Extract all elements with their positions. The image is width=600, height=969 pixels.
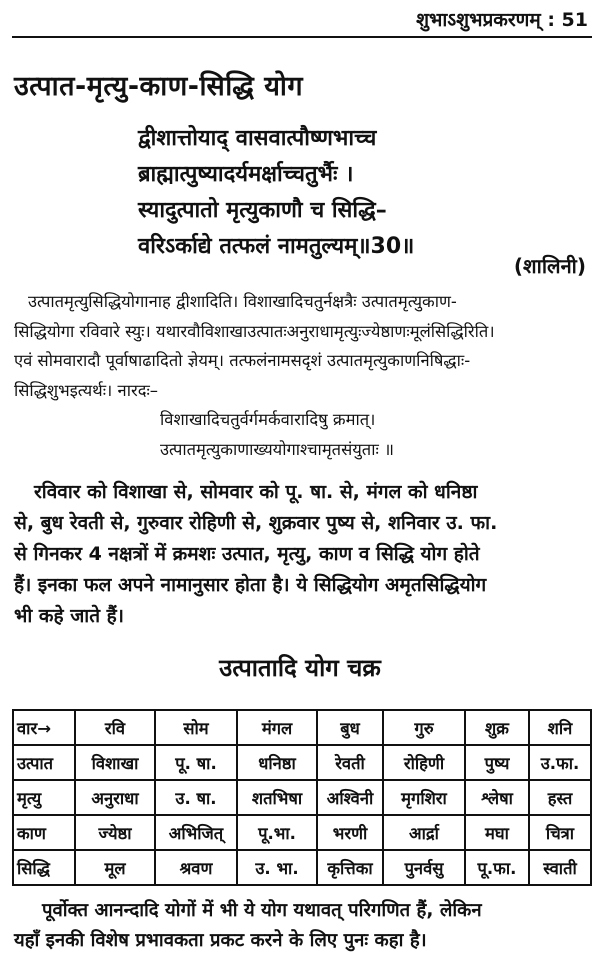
- narada-quote-line: विशाखादिचतुर्वर्गमर्कवारादिषु क्रमात्।: [160, 410, 376, 429]
- table-cell: रेवती: [317, 745, 383, 780]
- commentary-line: सिद्धिशुभइत्यर्थः। नारदः–: [14, 380, 159, 400]
- sanskrit-verse: [138, 121, 414, 265]
- verse-line: द्वीशात्तोयाद् वासवात्पौष्णभाच्च: [138, 126, 377, 151]
- yoga-table: [12, 709, 592, 886]
- table-cell: आर्द्रा: [383, 815, 465, 850]
- table-title: उत्पातादि योग चक्र: [219, 654, 381, 682]
- closing-paragraph: [14, 896, 594, 956]
- table-cell: सिद्धि: [13, 850, 75, 885]
- table-header-cell: मंगल: [237, 710, 317, 745]
- hindi-line: हैं। इनका फल अपने नामानुसार होता है। ये सिद्धियोग अमृतसिद्धियोग: [14, 574, 487, 596]
- table-cell: पू.फा.: [465, 850, 529, 885]
- table-header-cell: रवि: [75, 710, 155, 745]
- table-cell: अभिजित्: [155, 815, 237, 850]
- table-row: [13, 815, 591, 850]
- verse-line: वरिऽर्काद्ये तत्फलं नामतुल्यम्॥30॥: [138, 234, 415, 259]
- running-head: शुभाऽशुभप्रकरणम् : 51: [416, 9, 588, 31]
- table-cell: कृत्तिका: [317, 850, 383, 885]
- verse-line: स्यादुत्पातो मृत्युकाणौ च सिद्धि–: [138, 198, 387, 223]
- narada-quote-line: उत्पातमृत्युकाणाख्ययोगाश्चामृतसंयुताः ॥: [160, 439, 394, 459]
- table-cell: पू. षा.: [155, 745, 237, 780]
- verse-line: ब्राह्मात्पुष्यादर्यमर्क्षाच्चतुर्भैः ।: [138, 162, 354, 187]
- table-cell: अश्विनी: [317, 780, 383, 815]
- table-cell: पू.भा.: [237, 815, 317, 850]
- table-cell: काण: [13, 815, 75, 850]
- table-cell: उत्पात: [13, 745, 75, 780]
- hindi-line: भी कहे जाते हैं।: [14, 605, 124, 627]
- table-header-cell: बुध: [317, 710, 383, 745]
- table-cell: ज्येष्ठा: [75, 815, 155, 850]
- table-header-row: [13, 710, 591, 745]
- table-cell: श्लेषा: [465, 780, 529, 815]
- table-cell: अनुराधा: [75, 780, 155, 815]
- section-title: उत्पात-मृत्यु-काण-सिद्धि योग: [14, 71, 304, 102]
- table-cell: उ. भा.: [237, 850, 317, 885]
- footer-line: पूर्वोक्त आनन्दादि योगों में भी ये योग यथावत् परिगणित हैं, लेकिन: [42, 900, 482, 921]
- header-rule: [12, 36, 592, 38]
- table-cell: मृगशिरा: [383, 780, 465, 815]
- table-cell: शतभिषा: [237, 780, 317, 815]
- commentary-line: सिद्धियोगा रविवारे स्युः। यथारवौविशाखाउत्पातःअनुराधामृत्युःज्येष्ठाणःमूलंसिद्धिरिति।: [14, 321, 495, 341]
- sanskrit-commentary: [14, 287, 594, 464]
- hindi-line: से, बुध रेवती से, गुरुवार रोहिणी से, शुक्रवार पुष्य से, शनिवार उ. फा.: [14, 512, 498, 534]
- table-row: [13, 745, 591, 780]
- commentary-line: एवं सोमवारादौ पूर्वाषाढादितो ज्ञेयम्। तत्फलंनामसदृशं उत्पातमृत्युकाणनिषिद्धाः-: [14, 351, 471, 370]
- table-header-cell: सोम: [155, 710, 237, 745]
- hindi-line: रविवार को विशाखा से, सोमवार को पू. षा. से, मंगल को धनिष्ठा: [34, 481, 478, 503]
- table-cell: उ. षा.: [155, 780, 237, 815]
- table-cell: मूल: [75, 850, 155, 885]
- table-cell: स्वाती: [529, 850, 591, 885]
- hindi-explanation: [14, 477, 594, 632]
- table-cell: श्रवण: [155, 850, 237, 885]
- table-header-cell: शुक्र: [465, 710, 529, 745]
- table-cell: पुनर्वसु: [383, 850, 465, 885]
- table-cell: पुष्य: [465, 745, 529, 780]
- table-cell: मृत्यु: [13, 780, 75, 815]
- table-cell: चित्रा: [529, 815, 591, 850]
- hindi-line: से गिनकर 4 नक्षत्रों में क्रमशः उत्पात, मृत्यु, काण व सिद्धि योग होते: [14, 543, 480, 565]
- table-cell: रोहिणी: [383, 745, 465, 780]
- table-cell: हस्त: [529, 780, 591, 815]
- table-cell: उ.फा.: [529, 745, 591, 780]
- table-row: [13, 780, 591, 815]
- table-header-cell: शनि: [529, 710, 591, 745]
- table-cell: विशाखा: [75, 745, 155, 780]
- table-row: [13, 850, 591, 885]
- meter-label: (शालिनी): [513, 254, 586, 278]
- footer-line: यहाँ इनकी विशेष प्रभावकता प्रकट करने के लिए पुनः कहा है।: [14, 930, 427, 951]
- table-header-cell: वार→: [13, 710, 75, 745]
- table-cell: भरणी: [317, 815, 383, 850]
- commentary-line: उत्पातमृत्युसिद्धियोगानाह द्वीशादिति। विशाखादिचतुर्नक्षत्रैः उत्पातमृत्युकाण-: [28, 292, 457, 311]
- table-cell: धनिष्ठा: [237, 745, 317, 780]
- table-header-cell: गुरु: [383, 710, 465, 745]
- table-cell: मघा: [465, 815, 529, 850]
